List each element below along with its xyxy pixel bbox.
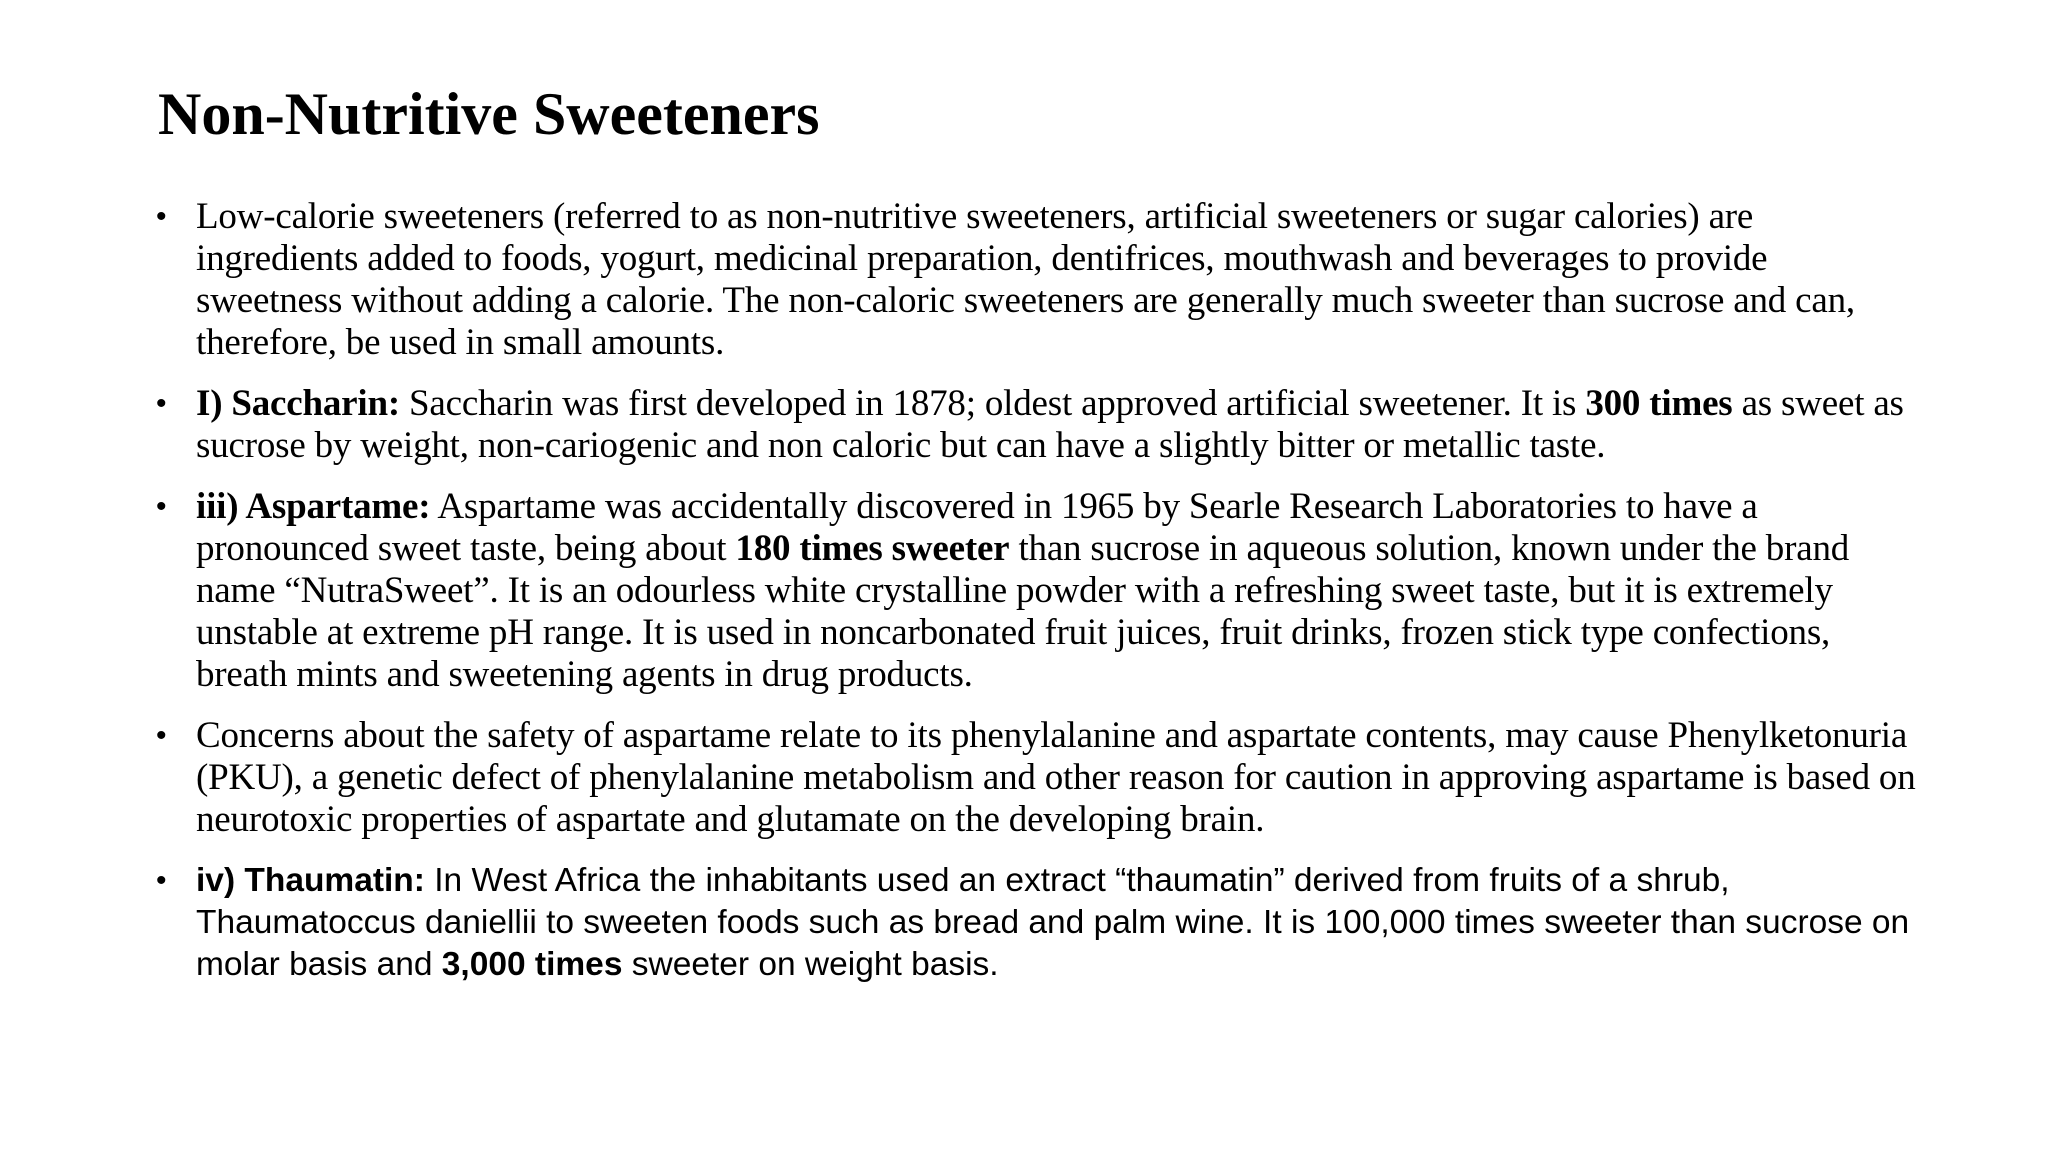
bullet-label: iv) Thaumatin: [196, 862, 425, 899]
bullet-text: Low-calorie sweeteners (referred to as non-nutritive sweeteners, artificial sweeteners or sugar calories) are ingredients added to foods, yogurt, medicinal preparation, dentifrices, mouthwash and beverages to provide sweetness without adding a calorie. The non-caloric sweeteners are generally much sweeter than sucrose and can, therefore, be used in small amounts. [196, 196, 1855, 363]
bullet-text: sweeter on weight basis. [622, 946, 999, 983]
bullet-label: I) Saccharin: [196, 383, 400, 424]
slide-title: Non-Nutritive Sweeteners [158, 81, 820, 147]
bullet-emphasis: 300 times [1585, 383, 1733, 424]
bullet-dot-icon: • [156, 387, 167, 420]
bullet-saccharin [150, 383, 1920, 467]
bullet-text: than sucrose in aqueous solution, known under the brand name “NutraSweet”. It is an odourless white crystalline powder with a refreshing sweet taste, but it is extremely unstable at extreme pH range. It is used in noncarbonated fruit juices, fruit drinks, frozen stick type confections, breath mints and sweetening agents in drug products. [196, 528, 1850, 695]
bullet-label: iii) Aspartame: [196, 486, 431, 527]
bullet-text: Concerns about the safety of aspartame relate to its phenylalanine and aspartate contents, may cause Phenylketonuria (PKU), a genetic defect of phenylalanine metabolism and other reason for caution in approving aspartame is based on neurotoxic properties of aspartate and glutamate on the developing brain. [196, 715, 1916, 840]
bullet-emphasis: 180 times sweeter [735, 528, 1010, 569]
bullet-dot-icon: • [156, 719, 167, 752]
bullet-thaumatin [150, 860, 1920, 986]
bullet-intro [150, 196, 1920, 364]
bullet-list [150, 196, 1920, 1005]
bullet-text: Saccharin was first developed in 1878; oldest approved artificial sweetener. It is [399, 383, 1586, 424]
bullet-dot-icon: • [156, 200, 167, 233]
bullet-aspartame-concerns [150, 715, 1920, 841]
bullet-emphasis: 3,000 times [441, 946, 623, 983]
bullet-text: as sweet as sucrose by weight, non-cariogenic and non caloric but can have a slightly bitter or metallic taste. [196, 383, 1904, 466]
bullet-text: Aspartame was accidentally discovered in 1965 by Searle Research Laboratories to have a pronounced sweet taste, being about [196, 486, 1758, 569]
bullet-aspartame [150, 486, 1920, 696]
bullet-dot-icon: • [156, 490, 167, 523]
bullet-text: In West Africa the inhabitants used an extract “thaumatin” derived from fruits of a shrub, Thaumatoccus daniellii to sweeten foods such as bread and palm wine. It is 100,000 times sweeter than sucrose on molar basis and [196, 862, 1910, 983]
bullet-dot-icon: • [156, 864, 167, 897]
